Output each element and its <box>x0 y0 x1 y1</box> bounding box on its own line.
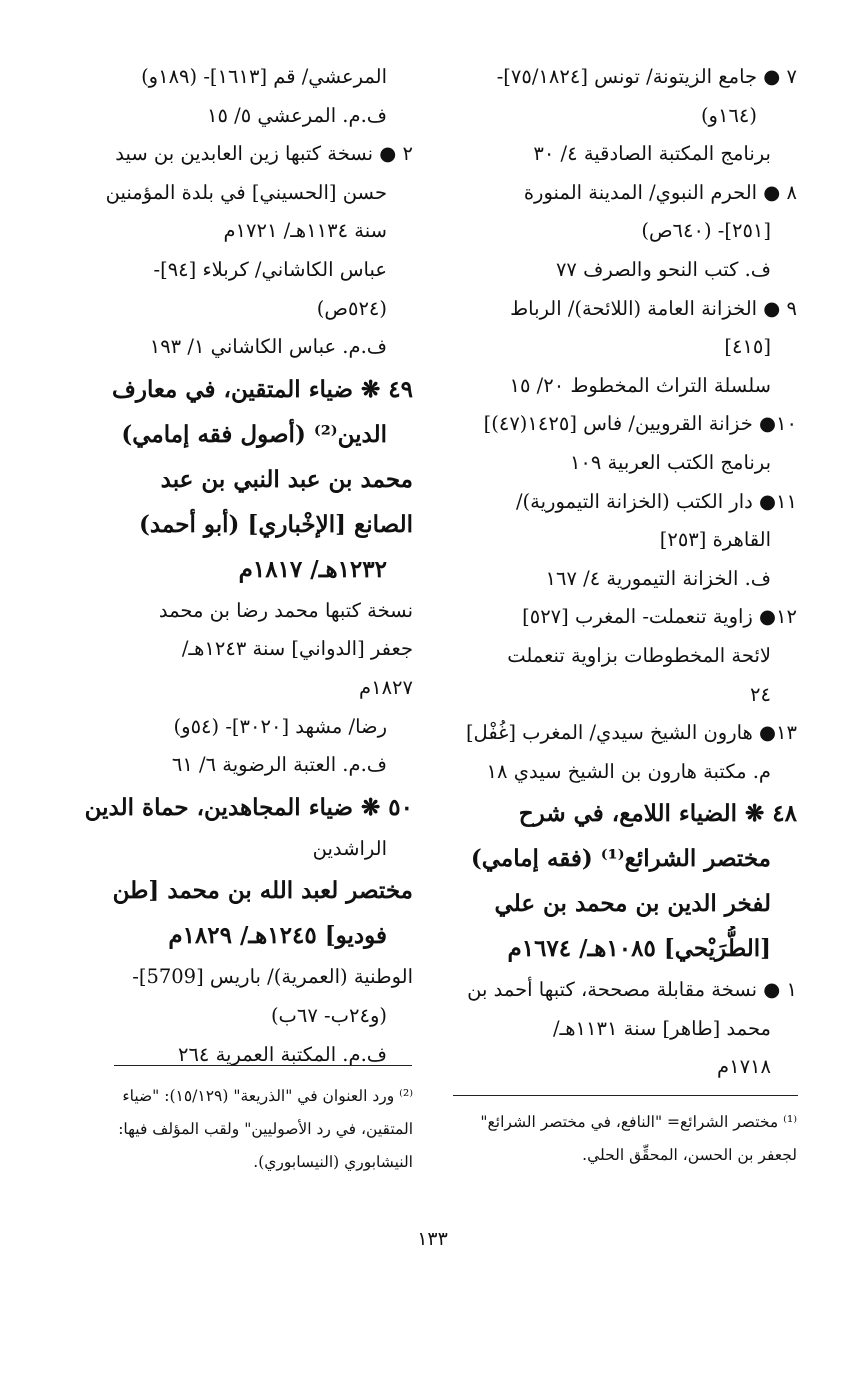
entry-heading-line: ٤٩ ❋ ضياء المتقين، في معارف <box>112 375 413 403</box>
text-line: ف.م. عباس الكاشاني ١/ ١٩٣ <box>149 335 387 359</box>
text-line: ١٠● خزانة القرويين/ فاس [١٤٢٥(٤٧)] <box>483 412 797 436</box>
text-line: ١٧١٨م <box>717 1055 771 1079</box>
text-line: ٧ ● جامع الزيتونة/ تونس [٧٥/١٨٢٤]- <box>496 65 797 88</box>
entry-heading-line: فوديو] ١٢٤٥هـ/ ١٨٢٩م <box>168 922 387 950</box>
footnote-line: ⁽²⁾ ورد العنوان في "الذريعة" (١٥/١٢٩): "ضياء <box>122 1087 413 1105</box>
footnote-rule-left <box>114 1065 412 1066</box>
text-line: رضا/ مشهد [٣٠٢٠]- (٥٤و) <box>173 714 387 738</box>
text-line: برنامج الكتب العربية ١٠٩ <box>569 450 771 474</box>
text-line: جعفر [الدواني] سنة ١٢٤٣هـ/ <box>181 637 413 661</box>
entry-heading-line: لفخر الدين بن محمد بن علي <box>494 890 771 918</box>
text-line: (١٦٤و) <box>700 103 757 127</box>
text-line: ٢ ● نسخة كتبها زين العابدين بن سيد <box>115 142 413 166</box>
footnote-left <box>73 1080 413 1179</box>
left-column <box>53 58 413 1074</box>
entry-heading-line: ٥٠ ❋ ضياء المجاهدين، حماة الدين <box>84 793 413 821</box>
footnote-rule-right <box>453 1095 798 1096</box>
text-line: ٩ ● الخزانة العامة (اللائحة)/ الرباط <box>510 296 797 320</box>
page-number: ١٣٣ <box>417 1228 448 1250</box>
entry-heading-line: ٤٨ ❋ الضياء اللامع، في شرح <box>518 800 797 828</box>
text-line: نسخة كتبها محمد رضا بن محمد <box>158 598 413 622</box>
footnote-line: لجعفر بن الحسن، المحقِّق الحلي. <box>582 1146 797 1164</box>
footnote-line: النيشابوري (النيسابوري). <box>253 1153 413 1171</box>
entry-heading-line: مختصر لعبد الله بن محمد [طن <box>112 877 413 905</box>
text-line: [٢٥١]- (٦٤٠ص) <box>641 219 771 243</box>
text-line: ف.م. المرعشي ٥/ ١٥ <box>207 103 387 127</box>
footnote-right <box>457 1106 797 1172</box>
text-line: حسن [الحسيني] في بلدة المؤمنين <box>105 180 387 204</box>
text-line: برنامج المكتبة الصادقية ٤/ ٣٠ <box>533 142 771 166</box>
text-line: ٨ ● الحرم النبوي/ المدينة المنورة <box>523 180 797 204</box>
text-line: سنة ١١٣٤هـ/ ١٧٢١م <box>223 219 387 243</box>
text-line: ف.م. المكتبة العمرية ٢٦٤ <box>177 1042 387 1066</box>
text-line: ف.م. العتبة الرضوية ٦/ ٦١ <box>171 753 387 777</box>
entry-heading-line: ١٢٣٢هـ/ ١٨١٧م <box>238 555 387 583</box>
entry-heading-line: مختصر الشرائع⁽¹⁾ (فقه إمامي) <box>470 845 771 873</box>
text-line: الوطنية (العمرية)/ باريس [5709]- <box>132 965 413 989</box>
text-line: ١٢● زاوية تنعملت- المغرب [٥٢٧] <box>522 605 797 629</box>
footnote-line: المتقين، في رد الأصوليين" ولقب المؤلف فيها: <box>118 1120 413 1138</box>
text-line: [٤١٥] <box>724 335 771 359</box>
text-line: لائحة المخطوطات بزاوية تنعملت <box>507 643 771 667</box>
text-line: (و٢٤ب- ٦٧ب) <box>270 1003 387 1027</box>
text-line: الراشدين <box>312 836 387 860</box>
text-line: القاهرة [٢٥٣] <box>659 528 771 552</box>
text-line: ١٨٢٧م <box>359 675 413 699</box>
text-line: المرعشي/ قم [١٦١٣]- (١٨٩و) <box>141 65 387 88</box>
text-line: ١ ● نسخة مقابلة مصححة، كتبها أحمد بن <box>467 978 797 1002</box>
text-line: ١٣● هارون الشيخ سيدي/ المغرب [غُفْل] <box>465 721 797 745</box>
text-line: ١١● دار الكتب (الخزانة التيمورية)/ <box>515 489 797 513</box>
text-line: عباس الكاشاني/ كربلاء [٩٤]- <box>153 257 387 281</box>
text-line: ف. الخزانة التيمورية ٤/ ١٦٧ <box>545 566 771 590</box>
text-line: م. مكتبة هارون بن الشيخ سيدي ١٨ <box>486 759 771 783</box>
entry-heading-line: الدين⁽²⁾ (أصول فقه إمامي) <box>121 420 387 448</box>
text-line: ف. كتب النحو والصرف ٧٧ <box>555 257 771 281</box>
text-line: ٢٤ <box>750 682 771 706</box>
right-column <box>465 58 797 1087</box>
entry-heading-line: الصانع [الإخْباري] (أبو أحمد) <box>139 510 413 538</box>
entry-heading-line: محمد بن عبد النبي بن عبد <box>160 465 413 493</box>
text-line: محمد [طاهر] سنة ١١٣١هـ/ <box>552 1016 771 1040</box>
text-line: (٥٢٤ص) <box>316 296 387 320</box>
footnote-line: ⁽¹⁾ مختصر الشرائع= "النافع، في مختصر الشرائع" <box>480 1113 797 1131</box>
entry-heading-line: [الطُّرَيْحي] ١٠٨٥هـ/ ١٦٧٤م <box>507 935 771 963</box>
text-line: سلسلة التراث المخطوط ٢٠/ ١٥ <box>509 373 771 397</box>
